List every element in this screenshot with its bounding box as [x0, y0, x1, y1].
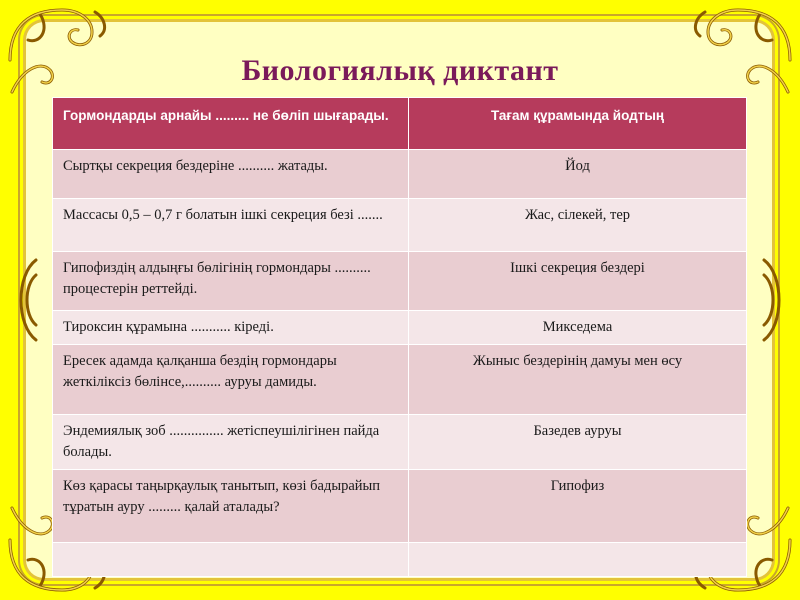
question-cell: Көз қарасы таңырқаулық танытып, көзі бадырайып тұратын ауру ......... қалай аталады? [53, 470, 409, 543]
table-row [53, 415, 747, 470]
side-ornament [6, 255, 46, 345]
answer-cell: Жыныс бездерінің дамуы мен өсу [409, 345, 747, 415]
table-row [53, 345, 747, 415]
question-cell: Массасы 0,5 – 0,7 г болатын ішкі секреция безі ....... [53, 199, 409, 252]
question-cell [53, 543, 409, 577]
answer-cell [409, 543, 747, 577]
answer-cell: Жас, сілекей, тер [409, 199, 747, 252]
table-row [53, 311, 747, 345]
question-cell: Ересек адамда қалқанша бездің гормондары жеткіліксіз бөлінсе,.......... ауруы дамиды. [53, 345, 409, 415]
question-cell: Эндемиялық зоб ............... жетіспеушілігінен пайда болады. [53, 415, 409, 470]
question-cell: Гипофиздің алдыңғы бөлігінің гормондары .......... процестерін реттейді. [53, 252, 409, 311]
answer-cell: Базедев ауруы [409, 415, 747, 470]
answer-cell: Ішкі секреция бездері [409, 252, 747, 311]
table-row [53, 252, 747, 311]
side-ornament [754, 255, 794, 345]
answer-cell: Йод [409, 150, 747, 199]
question-cell: Тироксин құрамына ........... кіреді. [53, 311, 409, 345]
table-row [53, 150, 747, 199]
dictation-table [52, 97, 747, 577]
slide-title: Биологиялық диктант [241, 54, 559, 87]
table-row [53, 543, 747, 577]
answer-cell: Гипофиз [409, 470, 747, 543]
question-cell: Сыртқы секреция бездеріне .......... жатады. [53, 150, 409, 199]
table-header-row [53, 98, 747, 150]
answer-cell: Микседема [409, 311, 747, 345]
column-header: Тағам құрамында йодтың [409, 98, 747, 150]
column-header: Гормондарды арнайы ......... не бөліп шығарады. [53, 98, 409, 150]
table-row [53, 199, 747, 252]
table-row [53, 470, 747, 543]
